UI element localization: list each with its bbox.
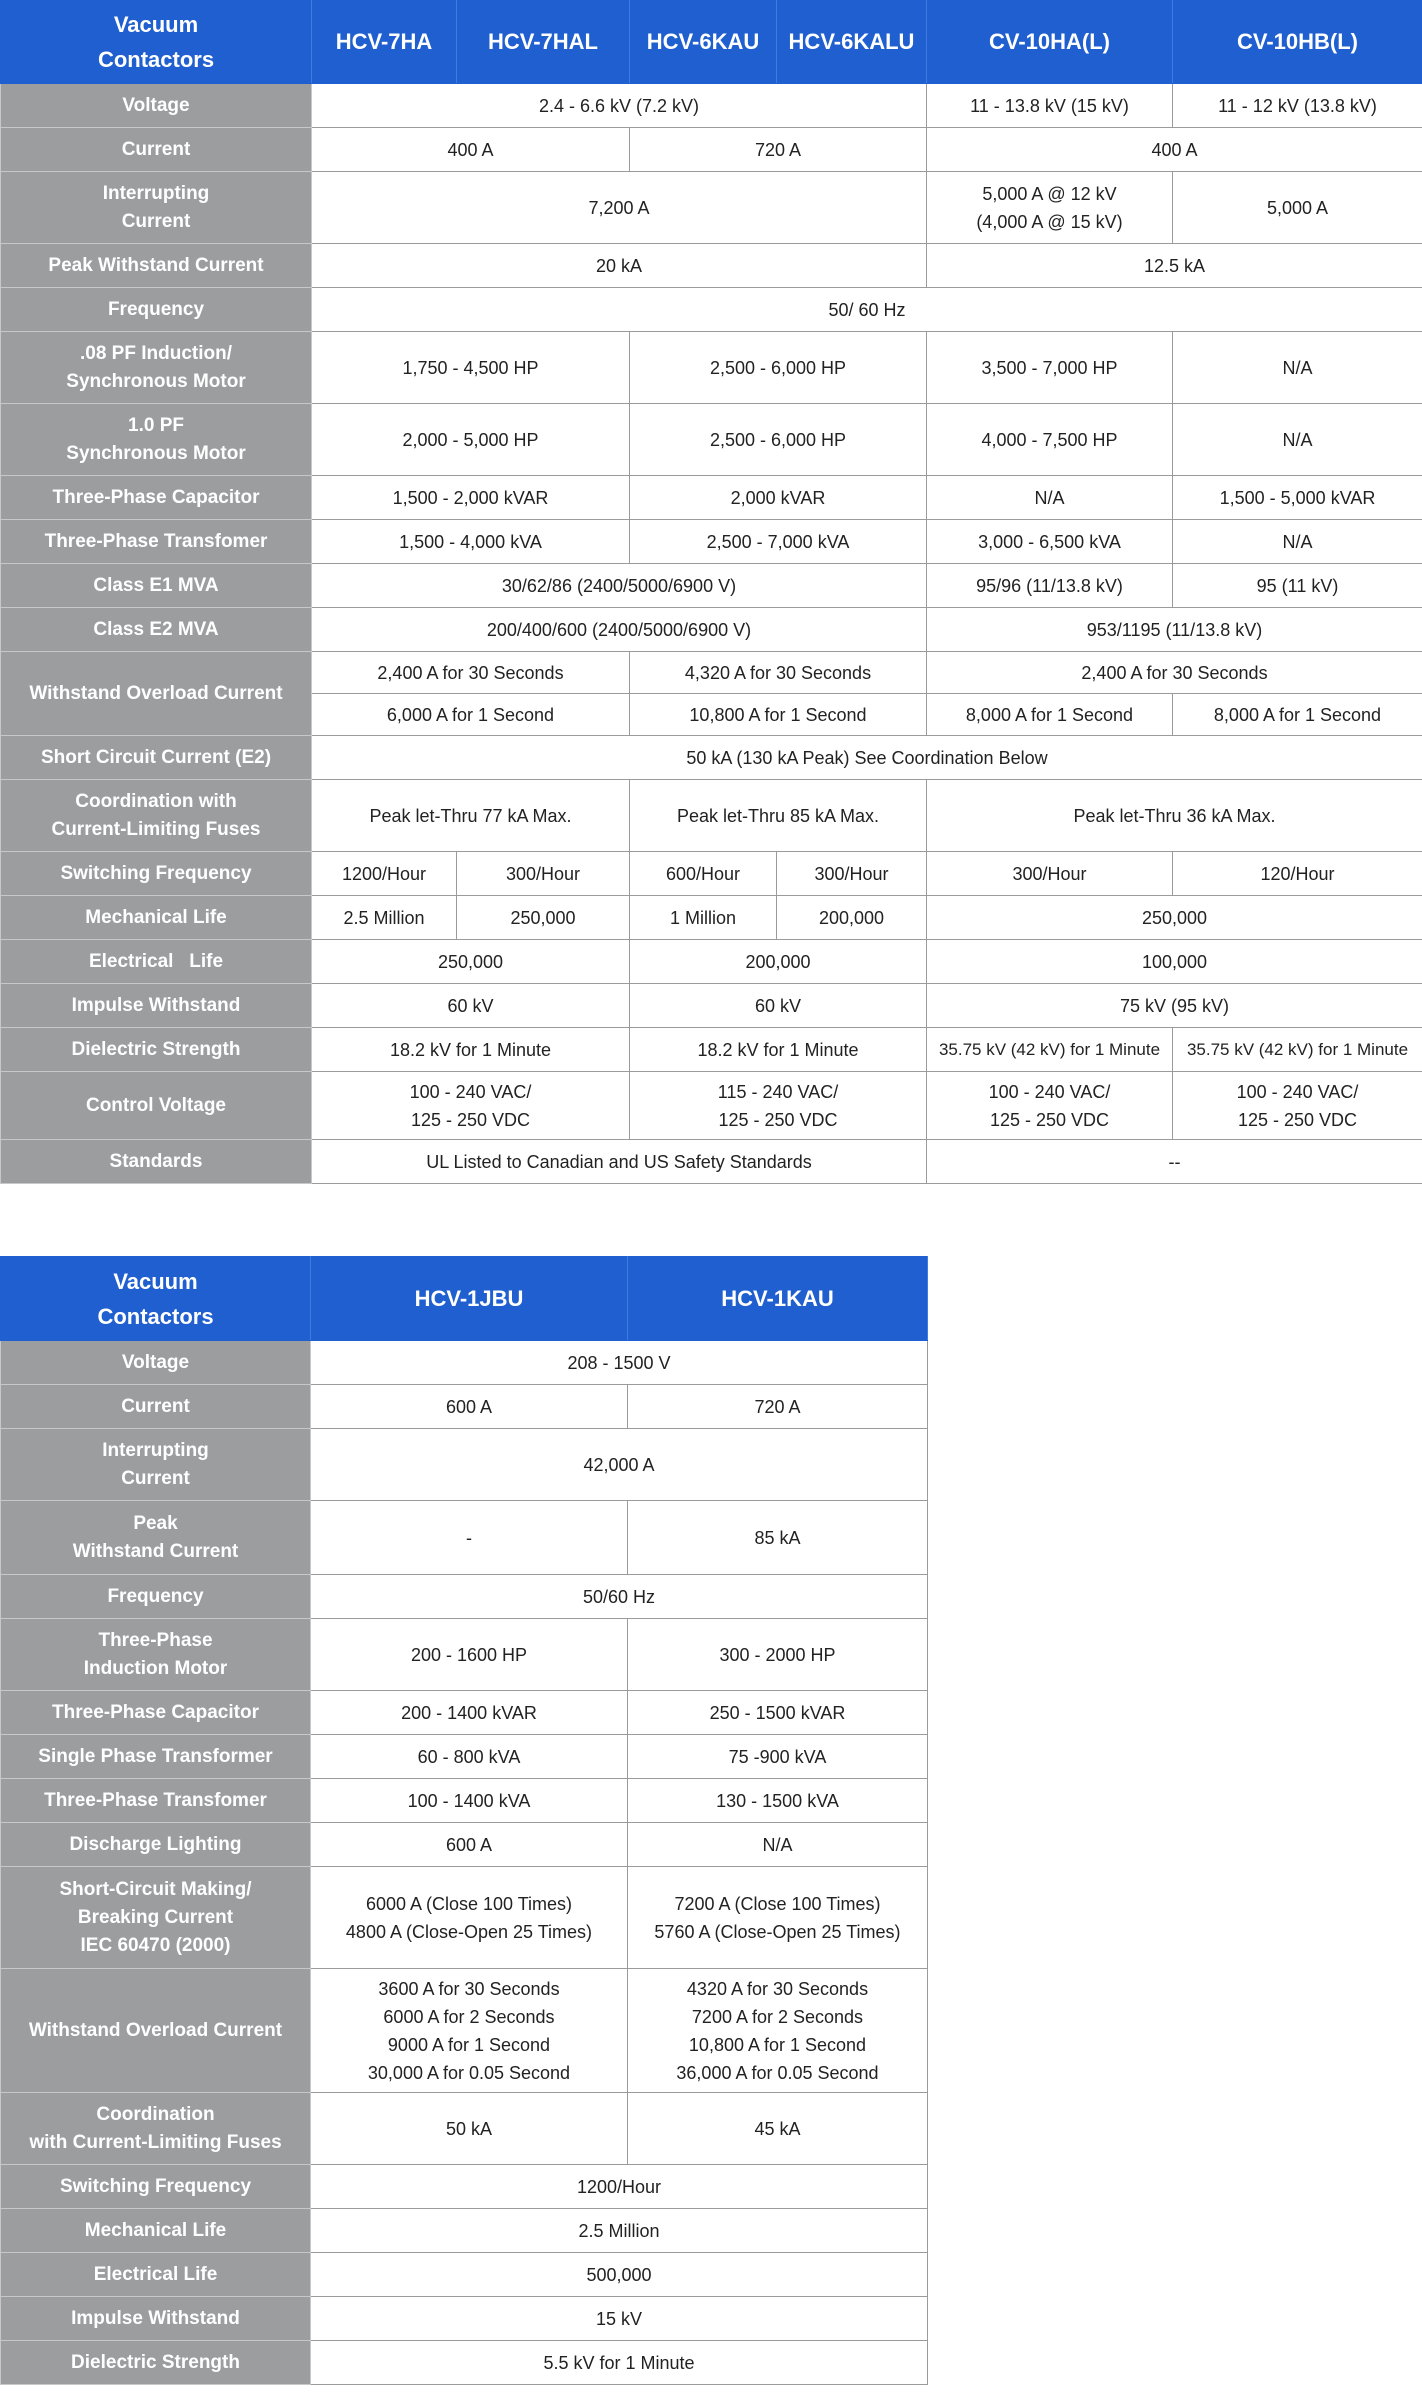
row-label: Impulse Withstand xyxy=(1,2297,311,2341)
row-induction-motor xyxy=(1,1619,928,1691)
cell-value: 75 -900 kVA xyxy=(628,1735,928,1779)
cell-value: 1 Million xyxy=(630,896,777,940)
cell-value: 300/Hour xyxy=(777,852,927,896)
row-label: Class E1 MVA xyxy=(1,564,312,608)
row-label: Three-Phase Transfomer xyxy=(1,520,312,564)
cell-value: 85 kA xyxy=(628,1501,928,1575)
cell-value: 60 kV xyxy=(630,984,927,1028)
cell-value: 208 - 1500 V xyxy=(311,1341,928,1385)
row-impulse-withstand xyxy=(1,984,1422,1028)
row-electrical-life xyxy=(1,2253,928,2297)
cell-value: 95/96 (11/13.8 kV) xyxy=(927,564,1173,608)
row-mechanical-life xyxy=(1,2209,928,2253)
cell-value: 250 - 1500 kVAR xyxy=(628,1691,928,1735)
cell-value: 60 kV xyxy=(312,984,630,1028)
cell-value: Peak let-Thru 77 kA Max. xyxy=(312,780,630,852)
cell-value: 400 A xyxy=(927,128,1422,172)
cell-value: 95 (11 kV) xyxy=(1173,564,1422,608)
row-single-phase-transformer xyxy=(1,1735,928,1779)
row-label: Withstand Overload Current xyxy=(1,652,312,736)
cell-value: 5,000 A xyxy=(1173,172,1422,244)
cell-value: 2.5 Million xyxy=(312,896,457,940)
cell-value: 11 - 12 kV (13.8 kV) xyxy=(1173,84,1422,128)
cell-value: 8,000 A for 1 Second xyxy=(927,694,1173,736)
row-label: Standards xyxy=(1,1140,312,1184)
cell-value: 600 A xyxy=(311,1823,628,1867)
spec-table-low-voltage xyxy=(0,1256,928,2385)
cell-value: N/A xyxy=(1173,404,1422,476)
row-label: Class E2 MVA xyxy=(1,608,312,652)
cell-value: 600/Hour xyxy=(630,852,777,896)
header-hcv-7hal: HCV-7HAL xyxy=(457,1,630,84)
cell-value: 1200/Hour xyxy=(312,852,457,896)
row-withstand-overload xyxy=(1,1969,928,2093)
cell-value: 50 kA (130 kA Peak) See Coordination Below xyxy=(312,736,1422,780)
cell-value: 120/Hour xyxy=(1173,852,1422,896)
row-label: 1.0 PF Synchronous Motor xyxy=(1,404,312,476)
row-label: Current xyxy=(1,1385,311,1429)
cell-value: 4,320 A for 30 Seconds xyxy=(630,652,927,694)
row-pf08-motor xyxy=(1,332,1422,404)
row-label: Short-Circuit Making/ Breaking Current IEC 60470 (2000) xyxy=(1,1867,311,1969)
row-interrupting-current xyxy=(1,1429,928,1501)
row-label: Three-Phase Capacitor xyxy=(1,476,312,520)
row-dielectric-strength xyxy=(1,1028,1422,1072)
row-voltage xyxy=(1,84,1422,128)
header-cv-10ha: CV-10HA(L) xyxy=(927,1,1173,84)
cell-value: Peak let-Thru 36 kA Max. xyxy=(927,780,1422,852)
cell-value: 200,000 xyxy=(777,896,927,940)
row-coordination xyxy=(1,2093,928,2165)
row-short-circuit-making xyxy=(1,1867,928,1969)
row-label: Frequency xyxy=(1,1575,311,1619)
row-label: Discharge Lighting xyxy=(1,1823,311,1867)
row-label: Coordination with Current-Limiting Fuses xyxy=(1,780,312,852)
cell-value: 300 - 2000 HP xyxy=(628,1619,928,1691)
header-hcv-7ha: HCV-7HA xyxy=(312,1,457,84)
cell-value: 250,000 xyxy=(927,896,1422,940)
header-hcv-1jbu: HCV-1JBU xyxy=(311,1257,628,1341)
cell-value: 50/60 Hz xyxy=(311,1575,928,1619)
row-label: Voltage xyxy=(1,84,312,128)
cell-value: Peak let-Thru 85 kA Max. xyxy=(630,780,927,852)
cell-value: 100,000 xyxy=(927,940,1422,984)
corner-header: Vacuum Contactors xyxy=(1,1257,311,1341)
cell-value: 2.4 - 6.6 kV (7.2 kV) xyxy=(312,84,927,128)
header-hcv-1kau: HCV-1KAU xyxy=(628,1257,928,1341)
cell-value: 35.75 kV (42 kV) for 1 Minute xyxy=(927,1028,1173,1072)
row-mechanical-life xyxy=(1,896,1422,940)
cell-value: 720 A xyxy=(628,1385,928,1429)
cell-value: 300/Hour xyxy=(457,852,630,896)
cell-value: 200,000 xyxy=(630,940,927,984)
row-label: Interrupting Current xyxy=(1,172,312,244)
cell-value: 953/1195 (11/13.8 kV) xyxy=(927,608,1422,652)
cell-value: 2,500 - 6,000 HP xyxy=(630,332,927,404)
row-switching-frequency xyxy=(1,2165,928,2209)
header-cv-10hb: CV-10HB(L) xyxy=(1173,1,1422,84)
header-hcv-6kalu: HCV-6KALU xyxy=(777,1,927,84)
row-three-phase-capacitor xyxy=(1,476,1422,520)
row-label: Current xyxy=(1,128,312,172)
cell-value: 500,000 xyxy=(311,2253,928,2297)
row-label: Mechanical Life xyxy=(1,896,312,940)
cell-value: -- xyxy=(927,1140,1422,1184)
cell-value: 2,000 kVAR xyxy=(630,476,927,520)
cell-value: 6000 A (Close 100 Times) 4800 A (Close-Open 25 Times) xyxy=(311,1867,628,1969)
spec-table-medium-voltage xyxy=(0,0,1422,1184)
cell-value: 250,000 xyxy=(457,896,630,940)
row-label: Peak Withstand Current xyxy=(1,1501,311,1575)
cell-value: 400 A xyxy=(312,128,630,172)
header-row xyxy=(1,1,1422,84)
row-label: Voltage xyxy=(1,1341,311,1385)
cell-value: 2,400 A for 30 Seconds xyxy=(312,652,630,694)
row-current xyxy=(1,128,1422,172)
cell-value: 8,000 A for 1 Second xyxy=(1173,694,1422,736)
row-label: Impulse Withstand xyxy=(1,984,312,1028)
cell-value: 50 kA xyxy=(311,2093,628,2165)
cell-value: 15 kV xyxy=(311,2297,928,2341)
row-class-e2-mva xyxy=(1,608,1422,652)
row-label: Switching Frequency xyxy=(1,2165,311,2209)
cell-value: 12.5 kA xyxy=(927,244,1422,288)
cell-value: 18.2 kV for 1 Minute xyxy=(630,1028,927,1072)
row-label: Electrical Life xyxy=(1,940,312,984)
cell-value: - xyxy=(311,1501,628,1575)
cell-value: 60 - 800 kVA xyxy=(311,1735,628,1779)
cell-value: 7,200 A xyxy=(312,172,927,244)
cell-value: 18.2 kV for 1 Minute xyxy=(312,1028,630,1072)
cell-value: 4320 A for 30 Seconds 7200 A for 2 Seconds 10,800 A for 1 Second 36,000 A for 0.05 Second xyxy=(628,1969,928,2093)
header-hcv-6kau: HCV-6KAU xyxy=(630,1,777,84)
row-label: Interrupting Current xyxy=(1,1429,311,1501)
cell-value: 200/400/600 (2400/5000/6900 V) xyxy=(312,608,927,652)
cell-value: 2,400 A for 30 Seconds xyxy=(927,652,1422,694)
cell-value: 200 - 1600 HP xyxy=(311,1619,628,1691)
cell-value: 5,000 A @ 12 kV (4,000 A @ 15 kV) xyxy=(927,172,1173,244)
row-label: Dielectric Strength xyxy=(1,2341,311,2385)
row-label: Single Phase Transformer xyxy=(1,1735,311,1779)
row-three-phase-transformer xyxy=(1,520,1422,564)
header-row xyxy=(1,1257,928,1341)
row-withstand-overload xyxy=(1,652,1422,694)
row-voltage xyxy=(1,1341,928,1385)
cell-value: 100 - 240 VAC/ 125 - 250 VDC xyxy=(927,1072,1173,1140)
cell-value: 1200/Hour xyxy=(311,2165,928,2209)
cell-value: 3,000 - 6,500 kVA xyxy=(927,520,1173,564)
row-label: Coordination with Current-Limiting Fuses xyxy=(1,2093,311,2165)
row-label: Electrical Life xyxy=(1,2253,311,2297)
cell-value: 45 kA xyxy=(628,2093,928,2165)
cell-value: 5.5 kV for 1 Minute xyxy=(311,2341,928,2385)
row-label: .08 PF Induction/ Synchronous Motor xyxy=(1,332,312,404)
cell-value: 3600 A for 30 Seconds 6000 A for 2 Seconds 9000 A for 1 Second 30,000 A for 0.05 Second xyxy=(311,1969,628,2093)
cell-value: N/A xyxy=(628,1823,928,1867)
cell-value: 20 kA xyxy=(312,244,927,288)
row-label: Control Voltage xyxy=(1,1072,312,1140)
cell-value: N/A xyxy=(927,476,1173,520)
cell-value: 1,500 - 4,000 kVA xyxy=(312,520,630,564)
cell-value: 1,500 - 5,000 kVAR xyxy=(1173,476,1422,520)
cell-value: N/A xyxy=(1173,332,1422,404)
cell-value: 50/ 60 Hz xyxy=(312,288,1422,332)
cell-value: 11 - 13.8 kV (15 kV) xyxy=(927,84,1173,128)
row-short-circuit xyxy=(1,736,1422,780)
row-class-e1-mva xyxy=(1,564,1422,608)
cell-value: 100 - 1400 kVA xyxy=(311,1779,628,1823)
row-label: Short Circuit Current (E2) xyxy=(1,736,312,780)
cell-value: 7200 A (Close 100 Times) 5760 A (Close-Open 25 Times) xyxy=(628,1867,928,1969)
cell-value: 200 - 1400 kVAR xyxy=(311,1691,628,1735)
row-peak-withstand xyxy=(1,244,1422,288)
cell-value: 130 - 1500 kVA xyxy=(628,1779,928,1823)
row-label: Withstand Overload Current xyxy=(1,1969,311,2093)
cell-value: 10,800 A for 1 Second xyxy=(630,694,927,736)
row-frequency xyxy=(1,288,1422,332)
row-dielectric-strength xyxy=(1,2341,928,2385)
cell-value: 100 - 240 VAC/ 125 - 250 VDC xyxy=(1173,1072,1422,1140)
cell-value: 35.75 kV (42 kV) for 1 Minute xyxy=(1173,1028,1422,1072)
cell-value: 115 - 240 VAC/ 125 - 250 VDC xyxy=(630,1072,927,1140)
row-label: Dielectric Strength xyxy=(1,1028,312,1072)
row-label: Mechanical Life xyxy=(1,2209,311,2253)
row-label: Three-Phase Transfomer xyxy=(1,1779,311,1823)
cell-value: 300/Hour xyxy=(927,852,1173,896)
row-label: Three-Phase Capacitor xyxy=(1,1691,311,1735)
cell-value: 2,500 - 6,000 HP xyxy=(630,404,927,476)
row-pf10-motor xyxy=(1,404,1422,476)
row-label: Frequency xyxy=(1,288,312,332)
cell-value: 250,000 xyxy=(312,940,630,984)
cell-value: 4,000 - 7,500 HP xyxy=(927,404,1173,476)
cell-value: 1,500 - 2,000 kVAR xyxy=(312,476,630,520)
cell-value: 75 kV (95 kV) xyxy=(927,984,1422,1028)
cell-value: 30/62/86 (2400/5000/6900 V) xyxy=(312,564,927,608)
row-peak-withstand xyxy=(1,1501,928,1575)
row-standards xyxy=(1,1140,1422,1184)
row-discharge-lighting xyxy=(1,1823,928,1867)
row-coordination xyxy=(1,780,1422,852)
cell-value: 600 A xyxy=(311,1385,628,1429)
corner-header: Vacuum Contactors xyxy=(1,1,312,84)
cell-value: 2,000 - 5,000 HP xyxy=(312,404,630,476)
cell-value: UL Listed to Canadian and US Safety Standards xyxy=(312,1140,927,1184)
cell-value: 1,750 - 4,500 HP xyxy=(312,332,630,404)
row-current xyxy=(1,1385,928,1429)
row-three-phase-transformer xyxy=(1,1779,928,1823)
row-three-phase-capacitor xyxy=(1,1691,928,1735)
cell-value: 6,000 A for 1 Second xyxy=(312,694,630,736)
row-impulse-withstand xyxy=(1,2297,928,2341)
row-control-voltage xyxy=(1,1072,1422,1140)
row-electrical-life xyxy=(1,940,1422,984)
cell-value: 42,000 A xyxy=(311,1429,928,1501)
cell-value: 3,500 - 7,000 HP xyxy=(927,332,1173,404)
row-interrupting-current xyxy=(1,172,1422,244)
row-switching-frequency xyxy=(1,852,1422,896)
cell-value: 2,500 - 7,000 kVA xyxy=(630,520,927,564)
cell-value: 2.5 Million xyxy=(311,2209,928,2253)
cell-value: 100 - 240 VAC/ 125 - 250 VDC xyxy=(312,1072,630,1140)
row-frequency xyxy=(1,1575,928,1619)
cell-value: N/A xyxy=(1173,520,1422,564)
cell-value: 720 A xyxy=(630,128,927,172)
row-label: Switching Frequency xyxy=(1,852,312,896)
row-label: Peak Withstand Current xyxy=(1,244,312,288)
row-label: Three-Phase Induction Motor xyxy=(1,1619,311,1691)
